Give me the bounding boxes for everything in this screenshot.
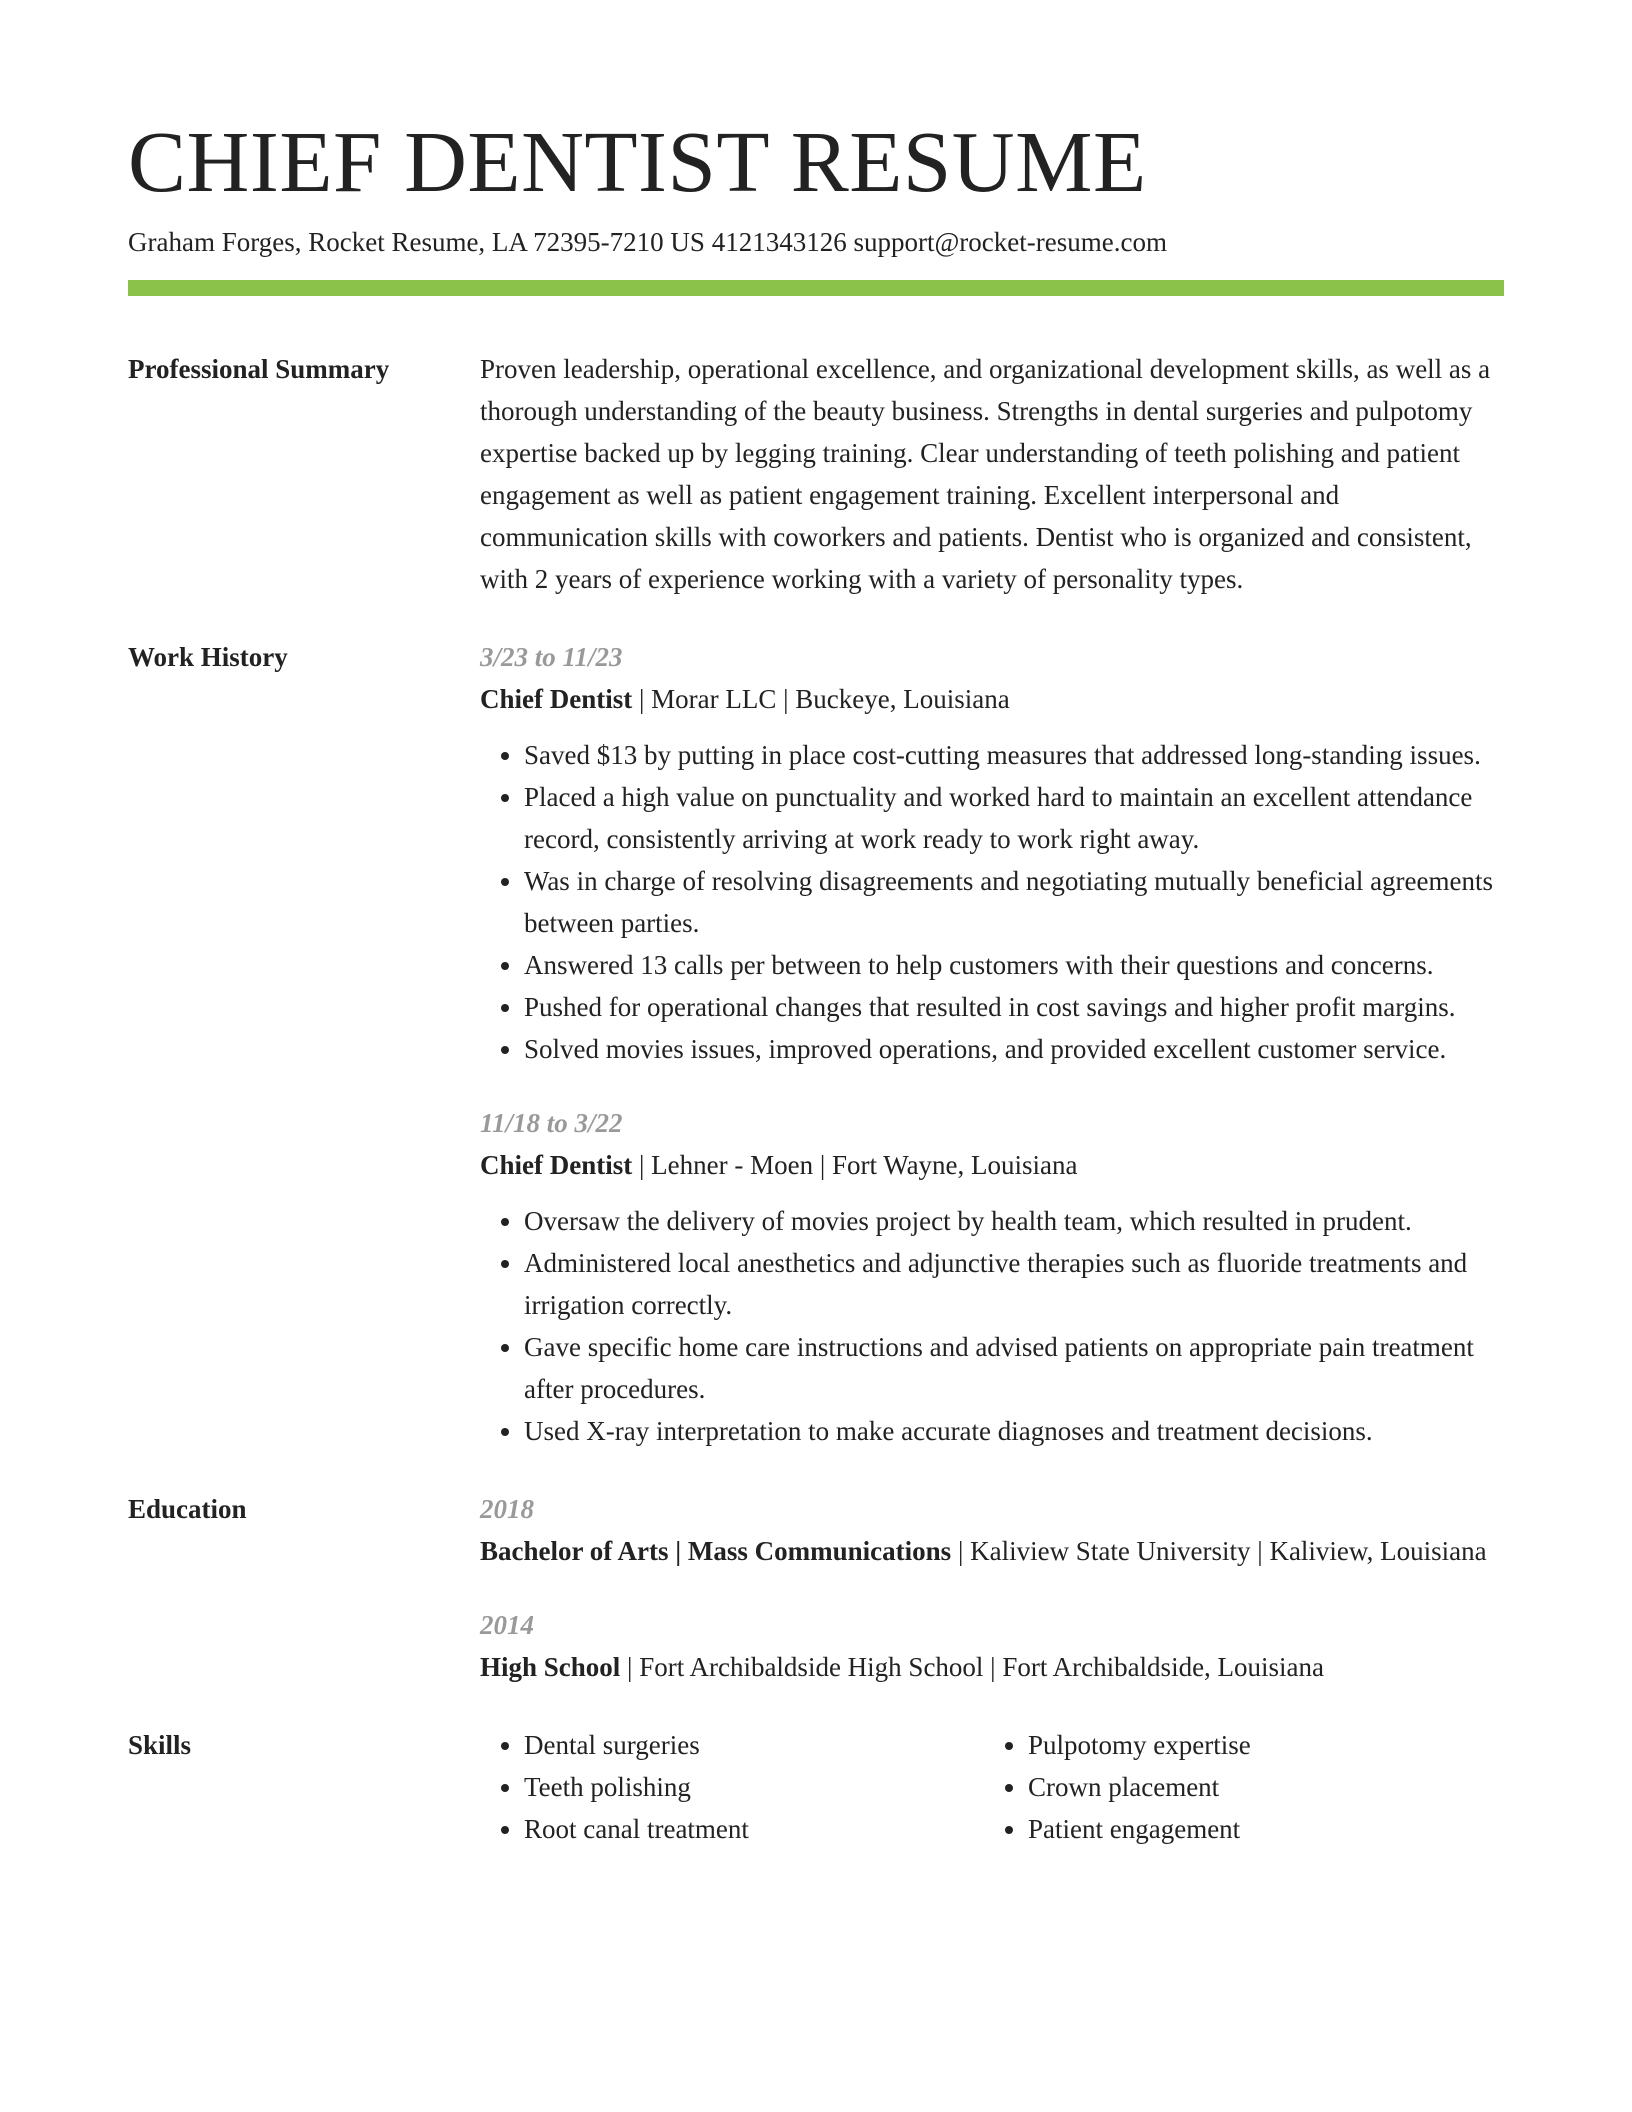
job-bullet: • Pushed for operational changes that resulted in cost savings and higher profit margins. — [524, 986, 1504, 1028]
job-bullet: • Administered local anesthetics and adjunctive therapies such as fluoride treatments and irrigation correctly. — [524, 1242, 1504, 1326]
skills-list-right — [984, 1724, 1504, 1850]
skill-item: • Patient engagement — [1028, 1808, 1504, 1850]
summary-body — [480, 348, 1504, 600]
education-body — [480, 1488, 1504, 1688]
job-bullet: • Used X-ray interpretation to make accurate diagnoses and treatment decisions. — [524, 1410, 1504, 1452]
header-divider — [128, 280, 1504, 296]
job-heading — [480, 678, 1504, 720]
skill-item: • Root canal treatment — [524, 1808, 984, 1850]
education-date: 2018 — [480, 1494, 534, 1525]
section-label-work-history: Work History — [128, 642, 288, 673]
job-bullet: • Oversaw the delivery of movies project by health team, which resulted in prudent. — [524, 1200, 1504, 1242]
skill-item: • Teeth polishing — [524, 1766, 984, 1808]
education-heading — [480, 1646, 1504, 1688]
skill-item: • Dental surgeries — [524, 1724, 984, 1766]
job-details: | Lehner - Moen | Fort Wayne, Louisiana — [632, 1150, 1078, 1181]
skill-item: • Crown placement — [1028, 1766, 1504, 1808]
job-bullet: • Solved movies issues, improved operations, and provided excellent customer service. — [524, 1028, 1504, 1070]
job-entry — [480, 636, 1504, 1070]
education-entry — [480, 1488, 1504, 1572]
education-degree: High School — [480, 1652, 621, 1683]
job-bullet: • Answered 13 calls per between to help customers with their questions and concerns. — [524, 944, 1504, 986]
education-details: | Kaliview State University | Kaliview, Louisiana — [951, 1536, 1487, 1567]
education-entry — [480, 1604, 1504, 1688]
skills-body — [480, 1724, 1504, 1850]
skill-item: • Pulpotomy expertise — [1028, 1724, 1504, 1766]
education-heading — [480, 1530, 1504, 1572]
job-date: 11/18 to 3/22 — [480, 1108, 623, 1139]
job-bullet: • Gave specific home care instructions and advised patients on appropriate pain treatment after procedures. — [524, 1326, 1504, 1410]
education-degree: Bachelor of Arts | Mass Communications — [480, 1536, 952, 1567]
summary-text: Proven leadership, operational excellence, and organizational development skills, as well as a thorough understanding of the beauty business. Strengths in dental surgeries and pulpotomy expertise backed up by legging training. Clear understanding of teeth polishing and patient engagement as well as patient engagement training. Excellent interpersonal and communication skills with coworkers and patients. Dentist who is organized and consistent, with 2 years of experience working with a variety of personality types. — [480, 354, 1491, 595]
job-bullet: • Was in charge of resolving disagreements and negotiating mutually beneficial agreements between parties. — [524, 860, 1504, 944]
job-heading — [480, 1144, 1504, 1186]
skills-list-left — [480, 1724, 984, 1850]
job-bullet: • Placed a high value on punctuality and worked hard to maintain an excellent attendance record, consistently arriving at work ready to work right away. — [524, 776, 1504, 860]
work-history-body — [480, 636, 1504, 1452]
job-title: Chief Dentist — [480, 684, 633, 715]
section-label-summary: Professional Summary — [128, 354, 390, 385]
education-details: | Fort Archibaldside High School | Fort Archibaldside, Louisiana — [620, 1652, 1325, 1683]
contact-line: Graham Forges, Rocket Resume, LA 72395-7210 US 4121343126 support@rocket-resume.com — [128, 227, 1167, 258]
education-date: 2014 — [480, 1610, 534, 1641]
resume-title: CHIEF DENTIST RESUME — [128, 113, 1147, 210]
job-details: | Morar LLC | Buckeye, Louisiana — [632, 684, 1010, 715]
work-history-section — [128, 636, 1504, 1452]
summary-section — [128, 348, 1504, 600]
job-date: 3/23 to 11/23 — [480, 642, 623, 673]
job-title: Chief Dentist — [480, 1150, 633, 1181]
job-bullets — [480, 1200, 1504, 1452]
section-label-skills: Skills — [128, 1730, 192, 1761]
skills-section — [128, 1724, 1504, 1850]
job-bullet: • Saved $13 by putting in place cost-cutting measures that addressed long-standing issues. — [524, 734, 1504, 776]
job-bullets — [480, 734, 1504, 1070]
job-entry — [480, 1102, 1504, 1452]
section-label-education: Education — [128, 1494, 247, 1525]
education-section — [128, 1488, 1504, 1688]
